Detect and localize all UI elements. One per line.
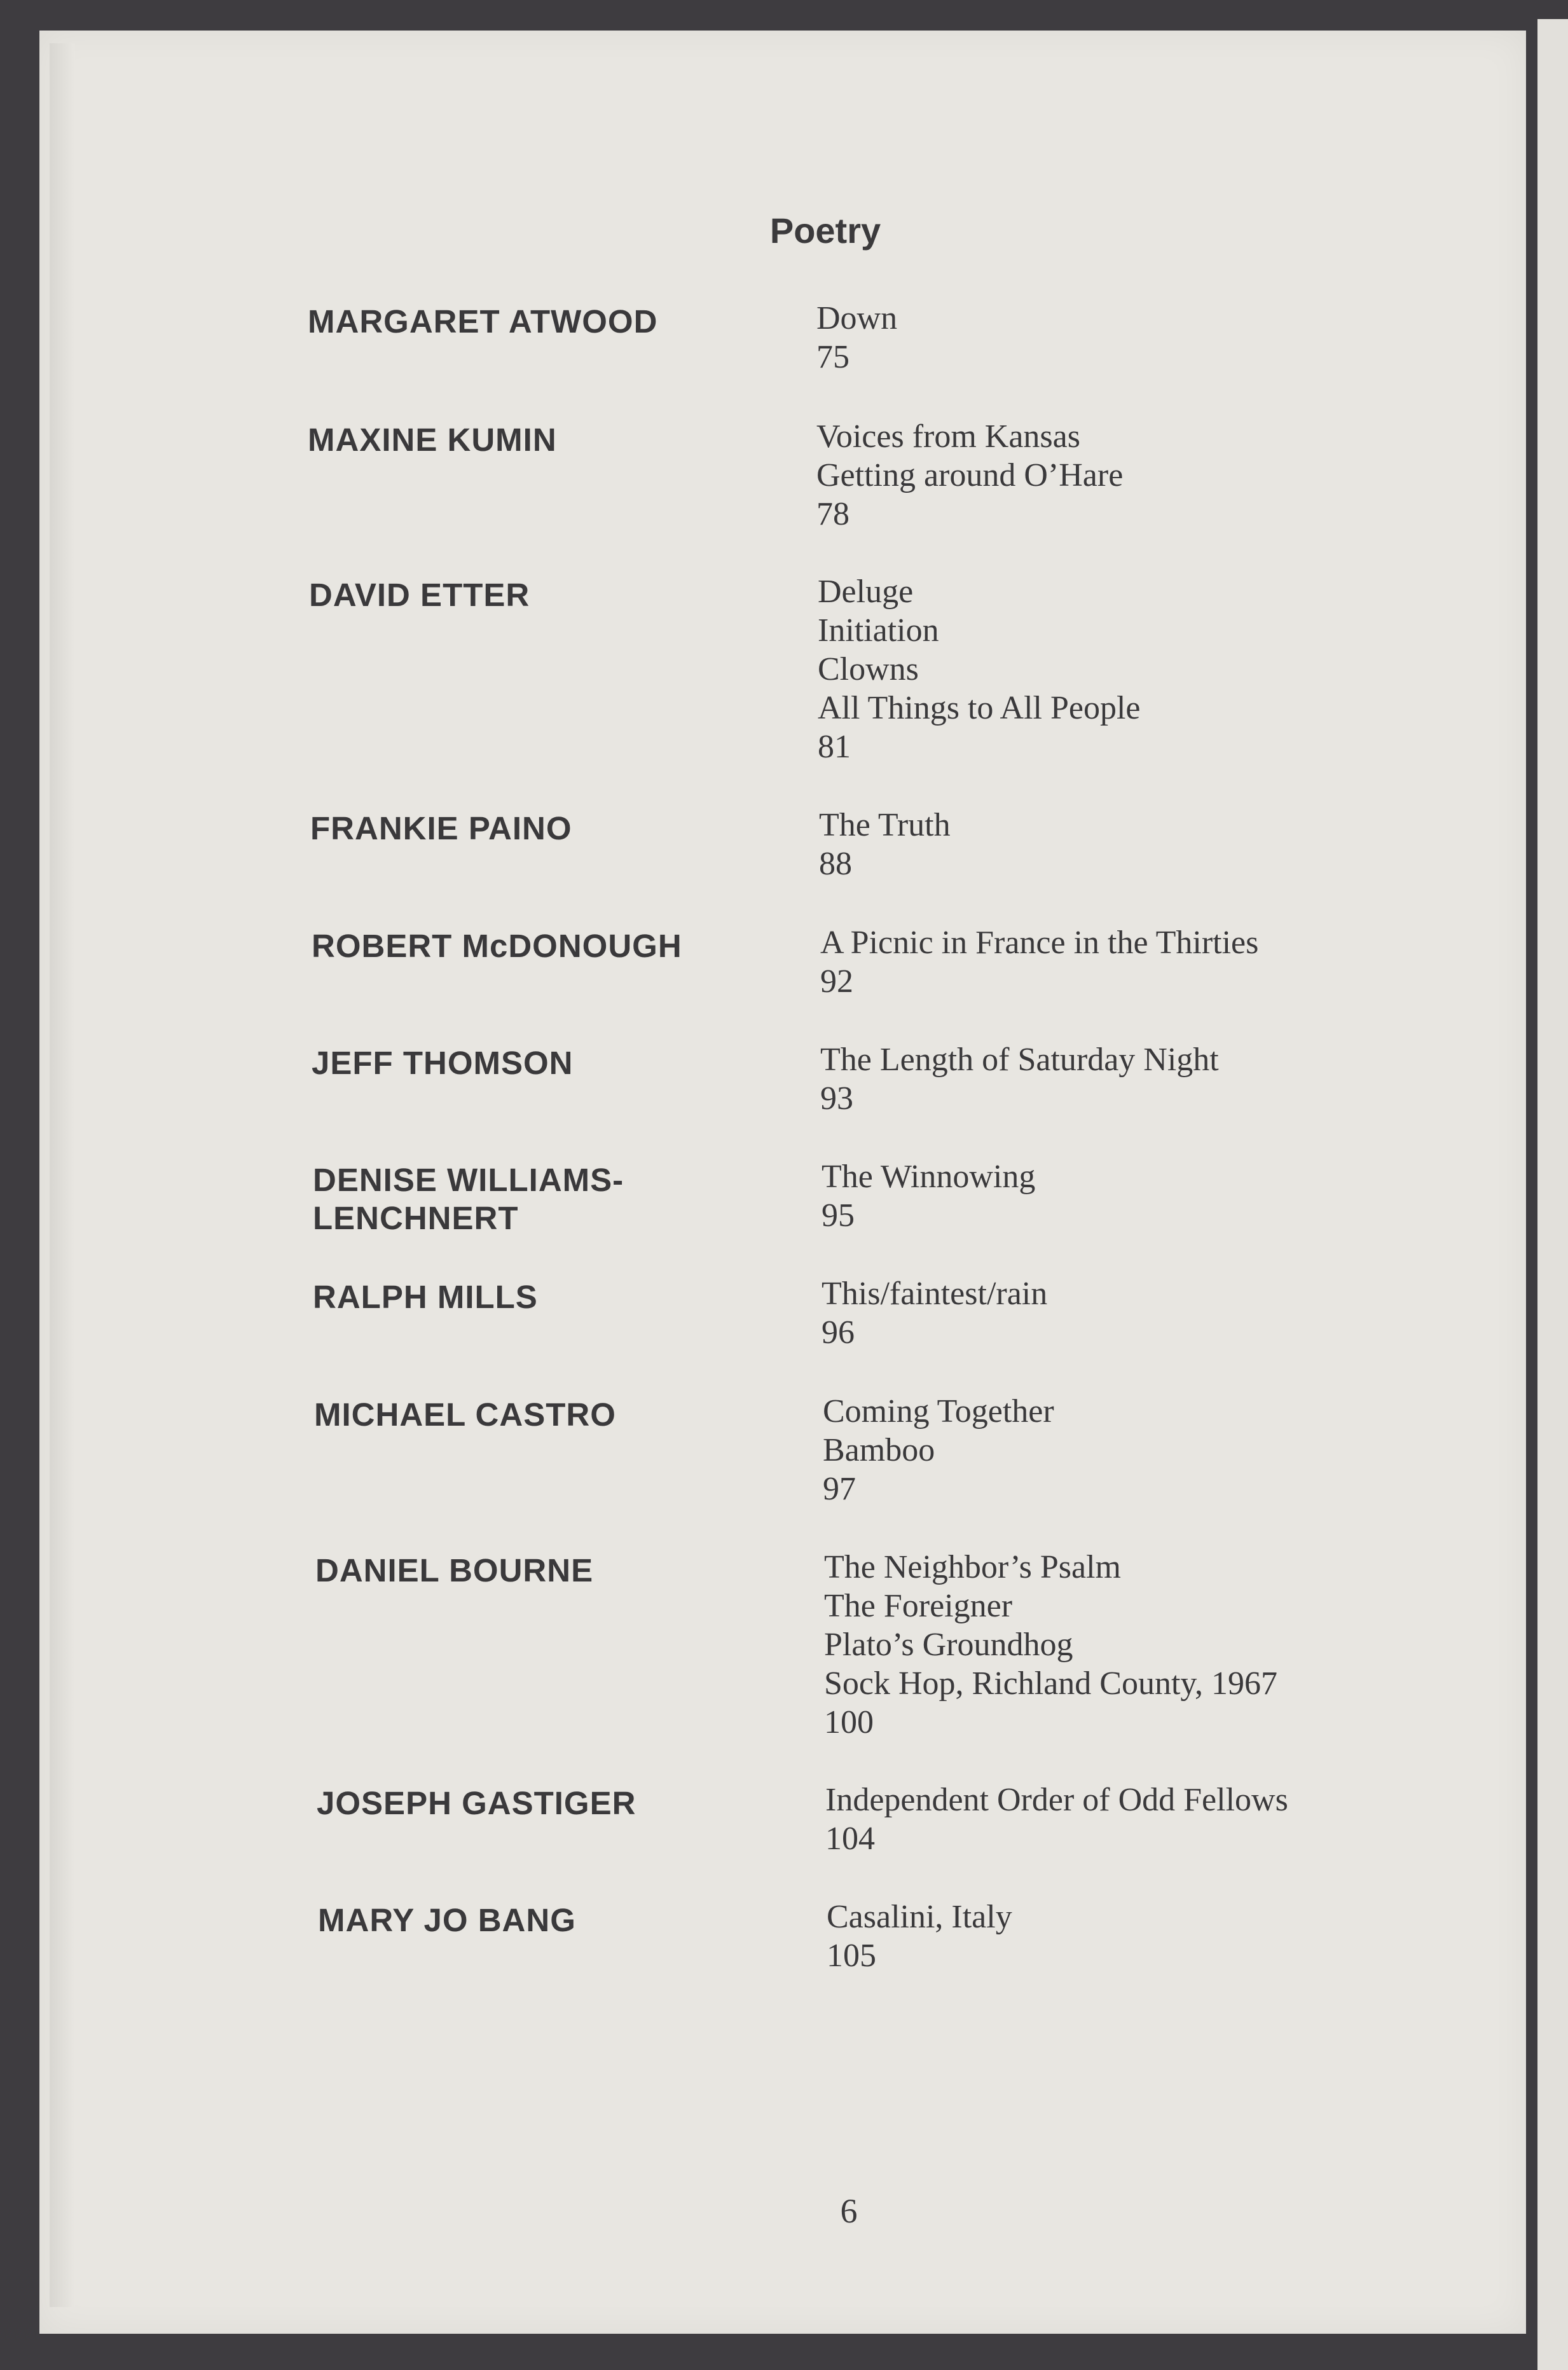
work-title: Independent Order of Odd Fellows [825,1782,1288,1818]
work-title: Initiation [818,612,939,649]
author-name: MARGARET ATWOOD [308,303,658,340]
work-title: A Picnic in France in the Thirties [820,925,1259,961]
work-title: The Winnowing [822,1159,1036,1195]
work-list [820,1040,1456,1118]
page-ref: 100 [824,1704,874,1740]
work-list [822,1157,1457,1235]
section-title: Poetry [769,210,881,251]
work-title: Getting around O’Hare [816,457,1124,493]
work-list [816,299,1452,376]
page-ref: 97 [823,1471,856,1507]
page-ref: 93 [820,1080,853,1117]
work-list [818,572,1454,766]
work-title: The Neighbor’s Psalm [824,1549,1121,1585]
work-list [824,1548,1460,1742]
work-title: Casalini, Italy [827,1899,1012,1935]
page-ref: 105 [827,1938,876,1974]
work-title: Deluge [818,574,914,610]
work-list [823,1392,1459,1508]
work-title: Voices from Kansas [816,418,1080,455]
work-list [819,806,1455,883]
work-title: The Length of Saturday Night [820,1042,1219,1078]
author-name: DENISE WILLIAMS- LENCHNERT [313,1162,624,1236]
work-list [827,1898,1462,1975]
author-name: JEFF THOMSON [312,1045,574,1081]
author-name: DAVID ETTER [309,577,530,613]
work-list [822,1274,1457,1352]
page-ref: 104 [825,1821,875,1857]
work-title: Plato’s Groundhog [824,1627,1073,1663]
author-name: MAXINE KUMIN [308,422,557,458]
author-name: MARY JO BANG [318,1902,576,1938]
work-title: The Truth [819,807,951,843]
author-name: FRANKIE PAINO [310,810,572,846]
work-title: All Things to All People [818,690,1141,726]
work-title: Bamboo [823,1432,935,1468]
author-name: MICHAEL CASTRO [314,1396,616,1433]
work-title: This/faintest/rain [822,1276,1048,1312]
page-ref: 92 [820,963,853,1000]
author-name: RALPH MILLS [313,1279,538,1315]
page-ref: 88 [819,846,852,882]
work-title: Coming Together [823,1393,1054,1430]
page-ref: 81 [818,729,851,765]
author-name: JOSEPH GASTIGER [317,1785,636,1821]
work-title: Down [816,300,898,336]
work-list [816,417,1452,534]
work-title: The Foreigner [824,1588,1013,1624]
work-list [825,1781,1461,1858]
work-list [820,923,1456,1001]
next-page-edge [1537,19,1568,2370]
page-number: 6 [840,2192,858,2230]
work-title: Sock Hop, Richland County, 1967 [824,1665,1278,1702]
page-ref: 75 [816,339,849,375]
page-ref: 95 [822,1197,855,1234]
author-name: DANIEL BOURNE [315,1552,594,1588]
author-name: ROBERT McDONOUGH [312,928,682,964]
page-ref: 78 [816,496,849,532]
work-title: Clowns [818,651,919,687]
page-ref: 96 [822,1314,855,1351]
page-edge [50,43,75,2307]
